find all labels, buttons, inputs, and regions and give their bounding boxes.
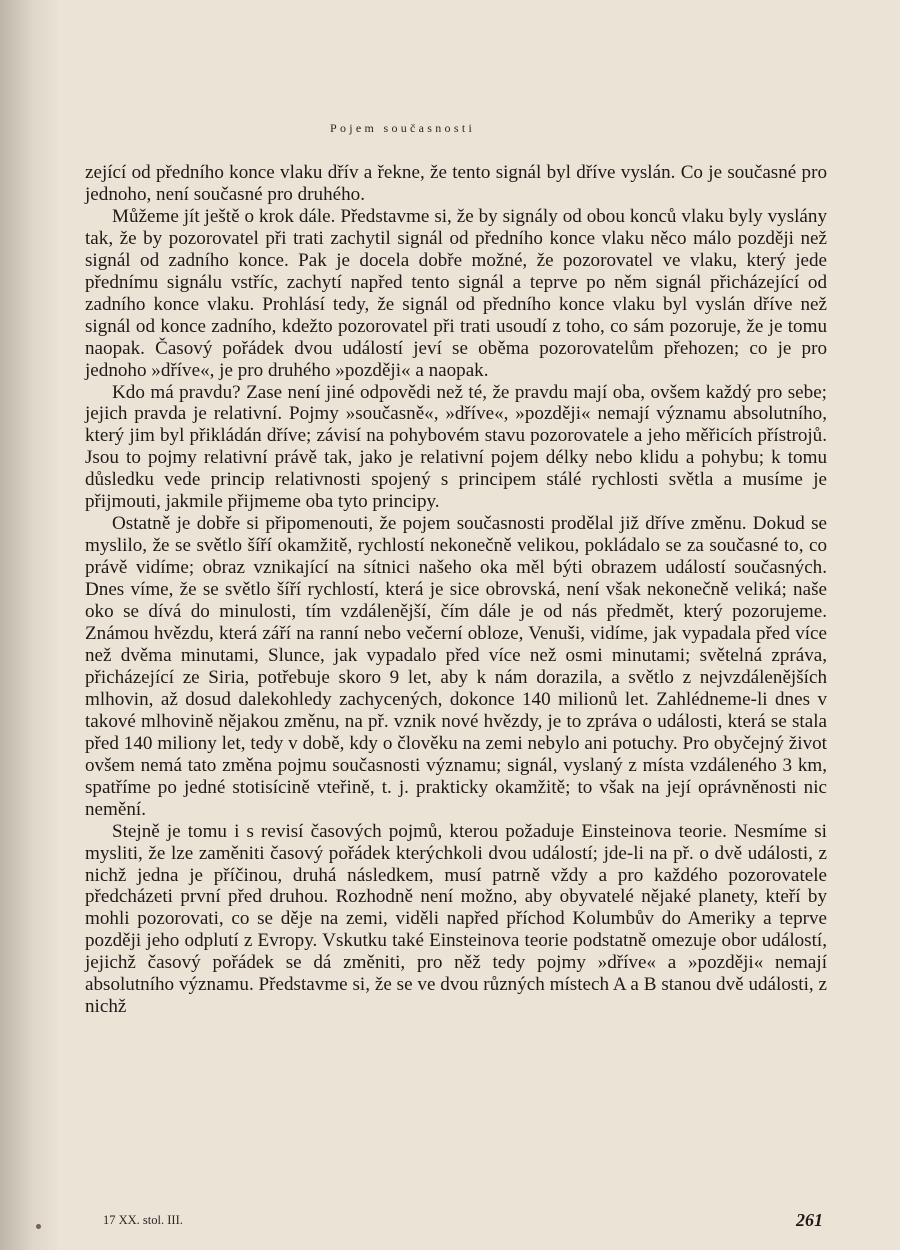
paragraph-4: Ostatně je dobře si připomenouti, že pojem současnosti prodělal již dříve změnu. Dokud se myslilo, že se světlo šíří okamžitě, rychlostí nekonečně velikou, pokládalo se za současné to, co právě vidíme; obraz vznikající na sítnici našeho oka měl býti obrazem událostí současných. Dnes víme, že se světlo šíří rychlostí, která je sice obrovská, není však nekonečně veliká; naše oko se dívá do minulosti, tím vzdálenější, čím dále je od nás předmět, který pozorujeme. Známou hvězdu, která září na ranní nebo večerní obloze, Venuši, vidíme, jak vypadala před více než dvěma minutami, Slunce, jak vypadalo před více než osmi minutami; světelná zpráva, přicházející ze Siria, potřebuje skoro 9 let, aby k nám dorazila, a světlo z nejvzdálenějších mlhovin, až dosud dalekohledy zachycených, dokonce 140 milionů let. Zahlédneme-li dnes v takové mlhovině nějakou změnu, na př. vznik nové hvězdy, je to zpráva o události, která se stala před 140 miliony let, tedy v době, kdy o člověku na zemi nebylo ani potuchy. Pro obyčejný život ovšem nemá tato změna pojmu současnosti významu; signál, vyslaný z místa vzdáleného 3 km, spatříme po jedné stotisícině vteřině, t. j. prakticky okamžitě; to však na její oprávněnosti nic nemění. [85, 513, 827, 820]
printer-signature: 17 XX. stol. III. [103, 1213, 183, 1227]
body-text [85, 162, 827, 1018]
paragraph-2: Můžeme jít ještě o krok dále. Představme si, že by signály od obou konců vlaku byly vyslány tak, že by pozorovatel při trati zachytil signál od předního konce vlaku něco málo později než signál od zadního konce. Pak je docela dobře možné, že pozorovatel ve vlaku, který jede přednímu signálu vstříc, zachytí napřed tento signál a teprve po něm signál přicházející od zadního konce vlaku. Prohlásí tedy, že signál od předního konce vlaku byl vyslán dříve než signál od konce zadního, kdežto pozorovatel při trati usoudí z toho, co sám pozoruje, že je tomu naopak. Časový pořádek dvou událostí jeví se oběma pozorovatelům přehozen; co je pro jednoho »dříve«, je pro druhého »později« a naopak. [85, 205, 827, 381]
running-head: Pojem současnosti [330, 121, 476, 135]
paragraph-3: Kdo má pravdu? Zase není jiné odpovědi než té, že pravdu mají oba, ovšem každý pro sebe; jejich pravda je relativní. Pojmy »současně«, »dříve«, »později« nemají významu absolutního, který jim byl přikládán dříve; závisí na pohybovém stavu pozorovatele a jeho měřicích přístrojů. Jsou to pojmy relativní právě tak, jako je relativní pojem délky nebo klidu a pohybu; k tomu důsledku vede princip relativnosti spojený s principem stálé rychlosti světla a musíme je přijmouti, jakmile přijmeme oba tyto principy. [85, 381, 827, 513]
page-number: 261 [796, 1210, 823, 1230]
paragraph-1-continued: zející od předního konce vlaku dřív a řekne, že tento signál byl dříve vyslán. Co je současné pro jednoho, není současné pro druhého. [85, 162, 827, 205]
paragraph-5: Stejně je tomu i s revisí časových pojmů, kterou požaduje Einsteinova teorie. Nesmíme si mysliti, že lze zaměniti časový pořádek kterýchkoli dvou událostí; jde-li na př. o dvě události, z nichž jedna je příčinou, druhá následkem, musí patrně vždy a pro každého pozorovatele předcházeti první před druhou. Rozhodně není možno, aby obyvatelé nějaké planety, kteří by mohli pozorovati, co se děje na zemi, viděli napřed příchod Kolumbův do Ameriky a teprve později jeho odplutí z Evropy. Vskutku také Einsteinova teorie podstatně omezuje obor událostí, jejichž časový pořádek se dá změniti, pro něž tedy pojmy »dříve« a »později« nemají absolutního významu. Představme si, že se ve dvou různých místech A a B stanou dvě události, z nichž [85, 820, 827, 1018]
paper-speck [36, 1224, 41, 1229]
binding-gutter-shadow [0, 0, 60, 1250]
